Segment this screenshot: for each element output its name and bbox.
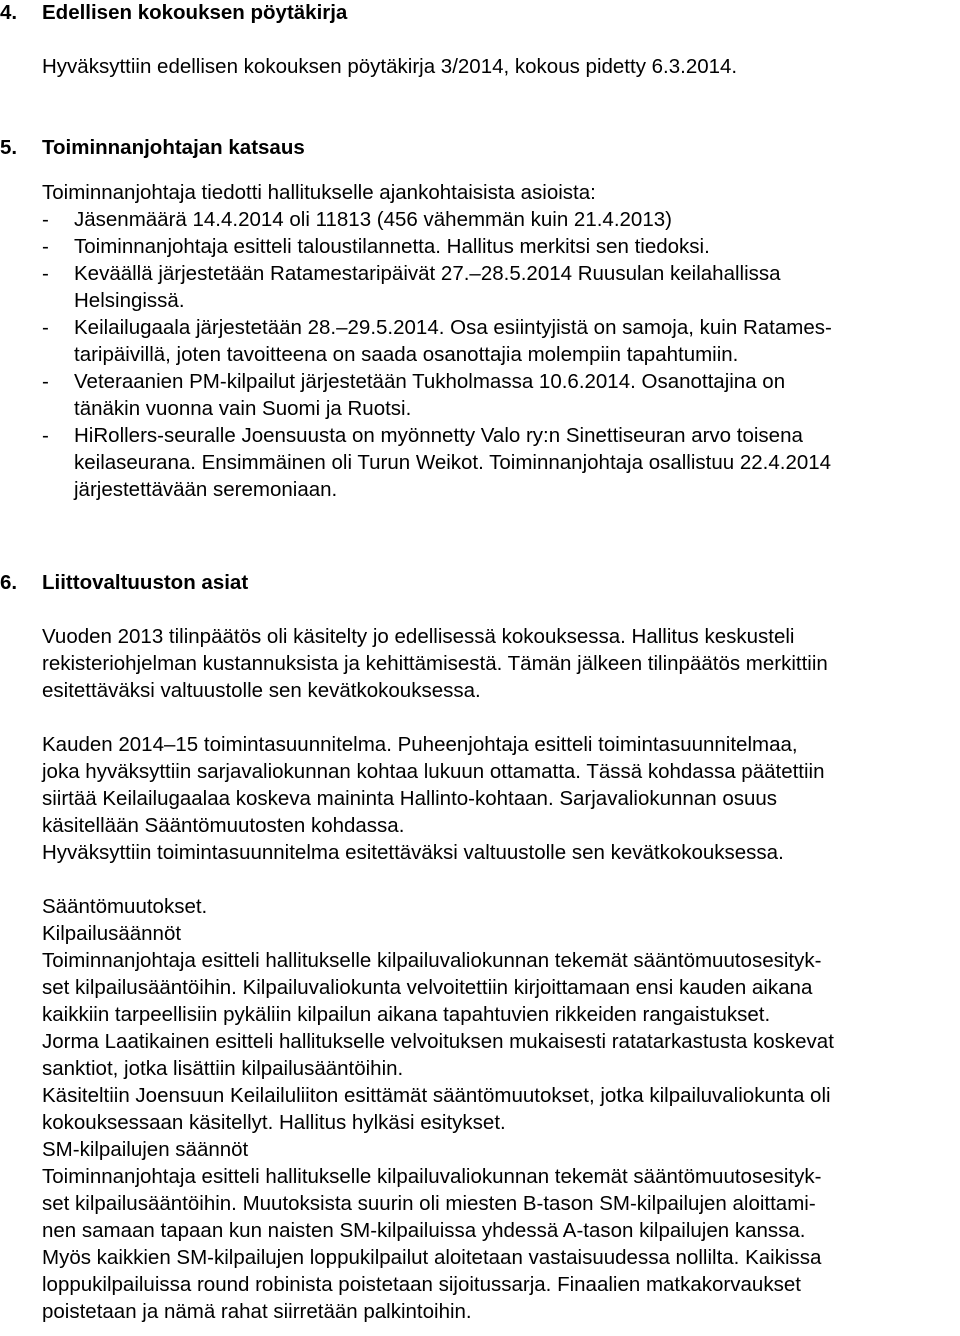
bullet-ratamestari-line-2: Helsingissä. <box>74 289 185 312</box>
paragraph-sm-line-4: Myös kaikkien SM-kilpailujen loppukilpailut aloitetaan vastaisuudessa nollilta. Kaikissa <box>42 1246 822 1269</box>
paragraph-action-plan-line-3: siirtää Keilailugaalaa koskeva maininta Hallinto-kohtaan. Sarjavaliokunnan osuus <box>42 787 778 810</box>
bullet-dash: - <box>42 235 49 258</box>
section-4-heading: Edellisen kokouksen pöytäkirja <box>42 1 348 24</box>
section-5-heading: Toiminnanjohtajan katsaus <box>42 136 305 159</box>
paragraph-rules-line-3: kaikkiin tarpeellisiin pykäliin kilpailun aikana tapahtuvien rikkeiden rangaistukset. <box>42 1003 771 1026</box>
bullet-dash: - <box>42 370 49 393</box>
bullet-veterans-line-1: Veteraanien PM-kilpailut järjestetään Tukholmassa 10.6.2014. Osanottajina on <box>74 370 786 393</box>
section-6-heading: Liittovaltuuston asiat <box>42 571 249 594</box>
bullet-hirollers-line-3: järjestettävään seremoniaan. <box>74 478 338 501</box>
paragraph-action-plan-line-4: käsitellään Sääntömuutosten kohdassa. <box>42 814 405 837</box>
bullet-hirollers-line-1: HiRollers-seuralle Joensuusta on myönnetty Valo ry:n Sinettiseuran arvo toisena <box>74 424 803 447</box>
bullet-gaala-line-2: taripäivillä, joten tavoitteena on saada osanottajia molempiin tapahtumiin. <box>74 343 739 366</box>
paragraph-rules-line-7: kokouksessaan käsitellyt. Hallitus hylkäsi esitykset. <box>42 1111 506 1134</box>
paragraph-sm-line-3: nen samaan tapaan kun naisten SM-kilpailuissa yhdessä A-tason kilpailujen kanssa. <box>42 1219 806 1242</box>
bullet-dash: - <box>42 208 49 231</box>
bullet-finance: Toiminnanjohtaja esitteli taloustilannetta. Hallitus merkitsi sen tiedoksi. <box>74 235 710 258</box>
subheading-rule-changes: Sääntömuutokset. <box>42 895 208 918</box>
bullet-hirollers-line-2: keilaseurana. Ensimmäinen oli Turun Weikot. Toiminnanjohtaja osallistuu 22.4.2014 <box>74 451 832 474</box>
paragraph-rules-line-1: Toiminnanjohtaja esitteli hallitukselle kilpailuvaliokunnan tekemät sääntömuutosesityk- <box>42 949 822 972</box>
bullet-dash: - <box>42 262 49 285</box>
subheading-competition-rules: Kilpailusäännöt <box>42 922 182 945</box>
section-5-intro: Toiminnanjohtaja tiedotti hallitukselle ajankohtaisista asioista: <box>42 181 596 204</box>
bullet-dash: - <box>42 424 49 447</box>
paragraph-financial-statement-line-3: esitettäväksi valtuustolle sen kevätkokouksessa. <box>42 679 481 702</box>
paragraph-financial-statement-line-2: rekisteriohjelman kustannuksista ja kehittämisestä. Tämän jälkeen tilinpäätös merkittiin <box>42 652 828 675</box>
paragraph-sm-line-2: set kilpailusääntöihin. Muutoksista suurin oli miesten B-tason SM-kilpailujen aloittami- <box>42 1192 816 1215</box>
paragraph-rules-line-4: Jorma Laatikainen esitteli hallitukselle velvoituksen mukaisesti ratatarkastusta koskevat <box>42 1030 834 1053</box>
paragraph-action-plan-line-1: Kauden 2014–15 toimintasuunnitelma. Puheenjohtaja esitteli toimintasuunnitelmaa, <box>42 733 798 756</box>
subheading-sm-rules: SM-kilpailujen säännöt <box>42 1138 249 1161</box>
bullet-gaala-line-1: Keilailugaala järjestetään 28.–29.5.2014. Osa esiintyjistä on samoja, kuin Ratames- <box>74 316 832 339</box>
section-5-number: 5. <box>0 136 18 159</box>
bullet-ratamestari-line-1: Keväällä järjestetään Ratamestaripäivät 27.–28.5.2014 Ruusulan keilahallissa <box>74 262 781 285</box>
paragraph-rules-line-5: sanktiot, jotka lisättiin kilpailusääntöihin. <box>42 1057 404 1080</box>
paragraph-rules-line-6: Käsiteltiin Joensuun Keilailuliiton esittämät sääntömuutokset, jotka kilpailuvaliokunta oli <box>42 1084 831 1107</box>
paragraph-sm-line-5: loppukilpailuissa round robinista poistetaan sijoitussarja. Finaalien matkakorvaukset <box>42 1273 801 1296</box>
paragraph-action-plan-line-2: joka hyväksyttiin sarjavaliokunnan kohtaa lukuun ottamatta. Tässä kohdassa päätettiin <box>42 760 825 783</box>
paragraph-rules-line-2: set kilpailusääntöihin. Kilpailuvaliokunta velvoitettiin kirjoittamaan ensi kauden aikana <box>42 976 813 999</box>
bullet-veterans-line-2: tänäkin vuonna vain Suomi ja Ruotsi. <box>74 397 412 420</box>
bullet-members: Jäsenmäärä 14.4.2014 oli 11813 (456 vähemmän kuin 21.4.2013) <box>74 208 672 231</box>
section-4-text: Hyväksyttiin edellisen kokouksen pöytäkirja 3/2014, kokous pidetty 6.3.2014. <box>42 55 738 78</box>
section-6-number: 6. <box>0 571 18 594</box>
paragraph-action-plan-line-5: Hyväksyttiin toimintasuunnitelma esitettäväksi valtuustolle sen kevätkokouksessa. <box>42 841 784 864</box>
section-4-number: 4. <box>0 1 18 24</box>
paragraph-sm-line-6: poistetaan ja nämä rahat siirretään palkintoihin. <box>42 1300 472 1323</box>
bullet-dash: - <box>42 316 49 339</box>
paragraph-financial-statement-line-1: Vuoden 2013 tilinpäätös oli käsitelty jo edellisessä kokouksessa. Hallitus keskusteli <box>42 625 795 648</box>
paragraph-sm-line-1: Toiminnanjohtaja esitteli hallitukselle kilpailuvaliokunnan tekemät sääntömuutosesityk- <box>42 1165 822 1188</box>
